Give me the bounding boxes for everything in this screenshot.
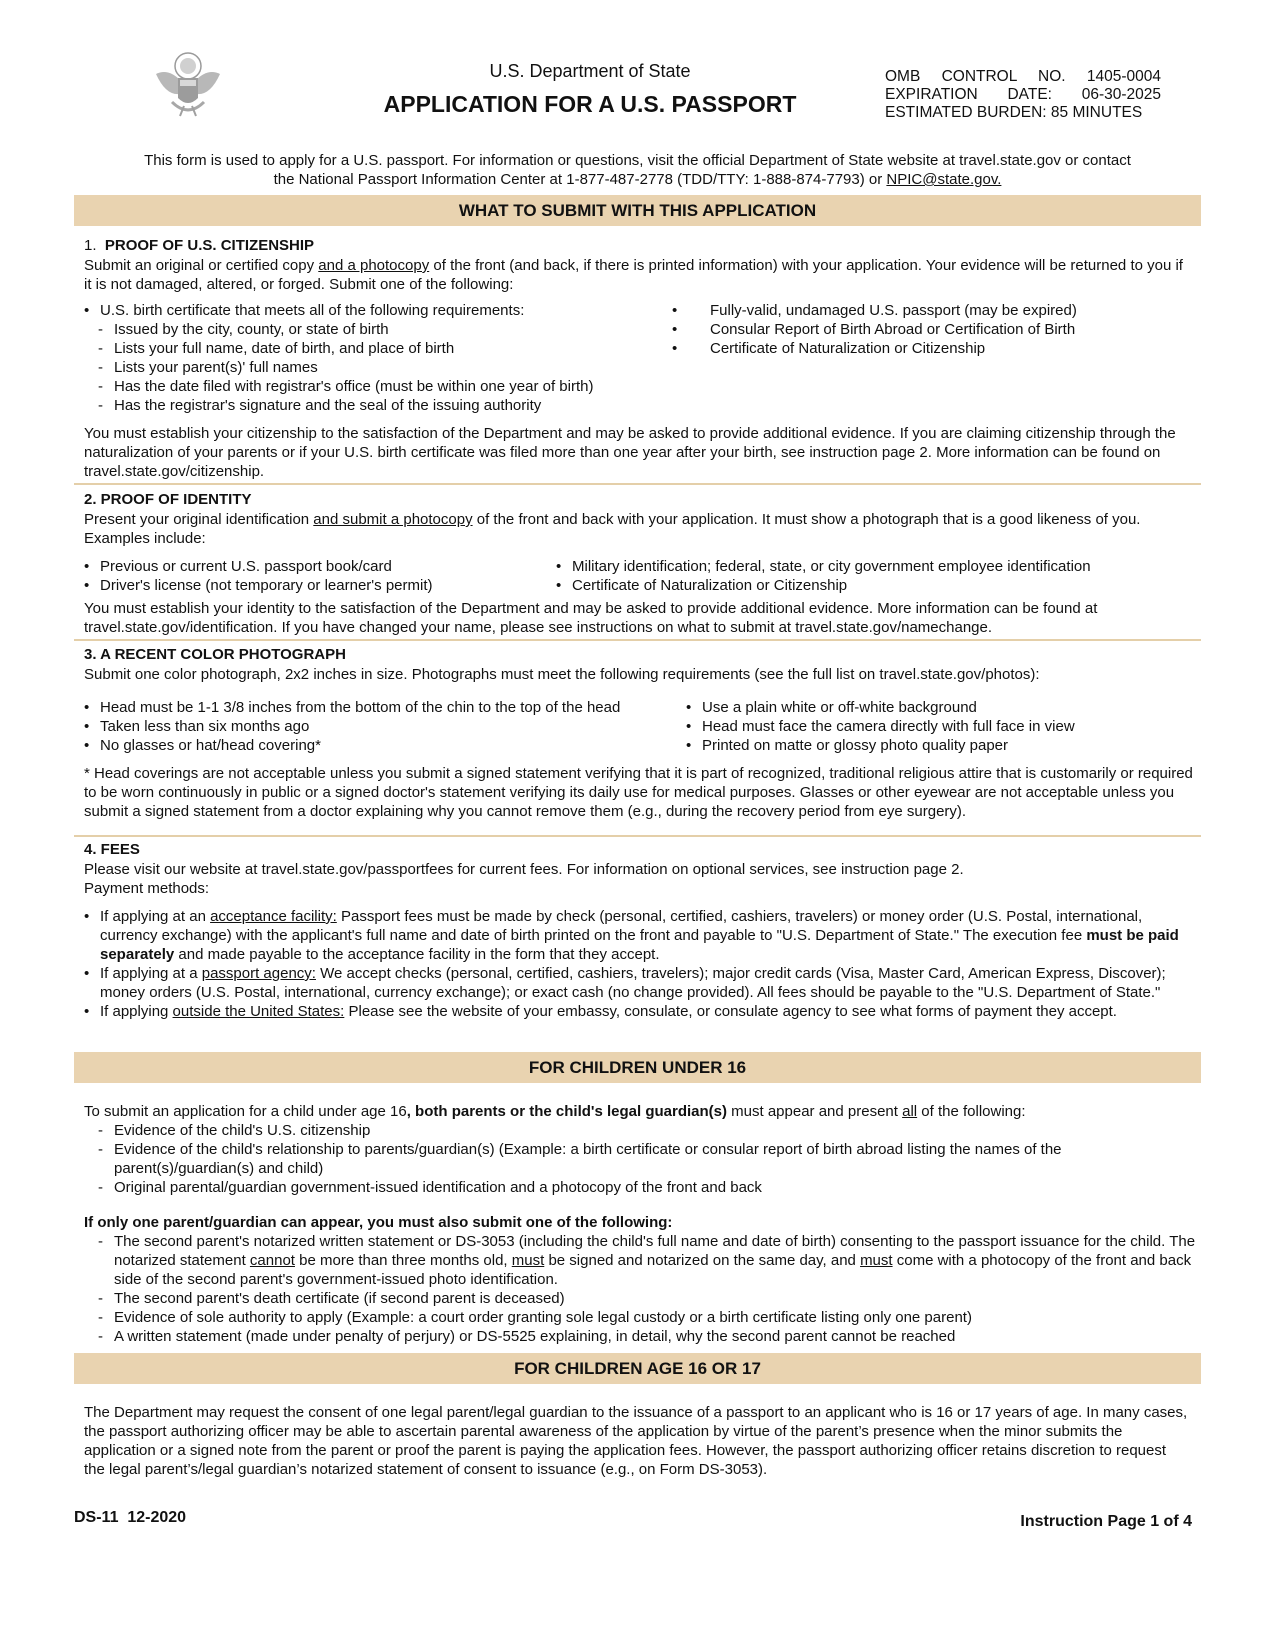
section-band-what-to-submit: WHAT TO SUBMIT WITH THIS APPLICATION: [74, 195, 1201, 226]
page-number: Instruction Page 1 of 4: [1020, 1513, 1192, 1530]
intro-text: [80, 151, 1195, 189]
one-parent-underlined: must: [511, 1252, 545, 1269]
section-2-right-list: [556, 557, 1196, 595]
identity-doc-item: • Certificate of Naturalization or Citizenship: [556, 576, 1196, 595]
outside-us-term: outside the United States:: [172, 1003, 345, 1020]
omb-expiration-date: EXPIRATION DATE: 06-30-2025: [885, 86, 1161, 103]
identity-doc-item: • Driver's license (not temporary or learner's permit): [84, 576, 554, 595]
one-parent-item: [98, 1232, 1199, 1289]
intro-line-2: [80, 170, 1195, 189]
one-parent-underlined: must: [860, 1252, 893, 1269]
payment-method-item: [84, 907, 1194, 964]
intro-line-2-text: the National Passport Information Center at 1-877-487-2778 (TDD/TTY: 1-888-874-7793) or: [273, 171, 887, 188]
identity-doc-item: • Military identification; federal, state, or city government employee identification: [556, 557, 1196, 576]
payment-methods-label: Payment methods:: [84, 880, 210, 897]
one-parent-text: The second parent's notarized written statement or DS-3053 (including the child's full name and date of birth) consenting to the passport issuance for the child. The notarized statement: [114, 1233, 1196, 1269]
one-parent-text: come with a photocopy of the front and back side of the second parent's government-issued photo identification.: [114, 1252, 1192, 1288]
section-2-p1-underlined: and submit a photocopy: [313, 511, 473, 528]
under-16-text: of the following:: [917, 1103, 1026, 1120]
photo-requirement-item: • Taken less than six months ago: [84, 717, 684, 736]
omb-estimated-burden: ESTIMATED BURDEN: 85 MINUTES: [885, 104, 1143, 121]
section-1-p1-underlined: and a photocopy: [318, 257, 430, 274]
photo-requirement-item: • No glasses or hat/head covering*: [84, 736, 684, 755]
payment-text: If applying at an: [100, 908, 211, 925]
section-4-title: 4. FEES: [84, 841, 140, 858]
payment-method-item: [84, 1002, 1194, 1021]
passport-agency-term: passport agency:: [201, 965, 316, 982]
section-band-children-under-16: FOR CHILDREN UNDER 16: [74, 1052, 1201, 1083]
birth-cert-req-item: - Lists your full name, date of birth, and place of birth: [98, 339, 704, 358]
section-2-paragraph: [84, 510, 1189, 548]
section-3-title: 3. A RECENT COLOR PHOTOGRAPH: [84, 646, 346, 663]
payment-methods-list: [84, 907, 1194, 1021]
under-16-text: To submit an application for a child under age 16: [84, 1103, 407, 1120]
section-3-left-list: [84, 698, 684, 755]
birth-cert-req-item: - Has the registrar's signature and the seal of the issuing authority: [98, 396, 704, 415]
one-parent-text: be more than three months old,: [294, 1252, 512, 1269]
separator: [74, 483, 1201, 485]
under-16-item: - Evidence of the child's relationship to parents/guardian(s) (Example: a birth certificate or consular report of birth abroad listing the names of the parent(s)/guardian(s) and child): [98, 1140, 1199, 1178]
citizenship-evidence-item: • Certificate of Naturalization or Citizenship: [672, 339, 1192, 358]
one-parent-item: - Evidence of sole authority to apply (Example: a court order granting sole legal custody or a birth certificate listing only one parent): [98, 1308, 1199, 1327]
photo-requirement-item: • Head must face the camera directly with full face in view: [686, 717, 1196, 736]
under-16-emphasis: , both parents or the child's legal guardian(s): [406, 1103, 727, 1120]
section-1-left-list: [84, 301, 704, 415]
section-2-p1-b: of the front and back with your application. It must show a photograph that is a good likeness of you. Examples include:: [84, 511, 1141, 547]
fees-paragraph: Please visit our website at travel.state.gov/passportfees for current fees. For information on optional services, see instruction page 2.: [84, 861, 964, 878]
payment-emphasis: must be paid separately: [100, 927, 1179, 963]
intro-line-1: This form is used to apply for a U.S. passport. For information or questions, visit the official Department of State website at travel.state.gov or contact: [144, 152, 1131, 169]
birth-certificate-bullet: • U.S. birth certificate that meets all of the following requirements:: [84, 301, 704, 320]
payment-text: Please see the website of your embassy, consulate, or consulate agency to see what forms of payment they accept.: [344, 1003, 1117, 1020]
section-3-paragraph: Submit one color photograph, 2x2 inches in size. Photographs must meet the following requirements (see the full list on travel.state.gov/photos):: [84, 666, 1040, 683]
payment-text: and made payable to the acceptance facility in the form that they accept.: [174, 946, 660, 963]
section-1-number: 1.: [84, 237, 97, 254]
section-2-left-list: [84, 557, 554, 595]
photo-requirement-item: • Use a plain white or off-white background: [686, 698, 1196, 717]
age-16-17-paragraph: The Department may request the consent of one legal parent/legal guardian to the issuance of a passport to an applicant who is 16 or 17 years of age. In many cases, the passport authorizing officer may be able to ascertain parental awareness of the application by virtue of the parent’s presence when the minor submits the application or a signed note from the parent or proof the parent is paying the application fees. However, the passport authorizing officer retains discretion to request the legal parent’s/legal guardian’s notarized statement of consent to issuance (e.g., on Form DS-3053).: [84, 1404, 1188, 1478]
omb-control-number: OMB CONTROL NO. 1405-0004: [885, 68, 1161, 85]
separator: [74, 639, 1201, 641]
department-name: U.S. Department of State: [489, 61, 691, 81]
one-parent-item: - A written statement (made under penalty of perjury) or DS-5525 explaining, in detail, why the second parent cannot be reached: [98, 1327, 1199, 1346]
photo-requirement-item: • Printed on matte or glossy photo quality paper: [686, 736, 1196, 755]
state-department-seal-icon: [150, 46, 226, 122]
one-parent-underlined: cannot: [249, 1252, 295, 1269]
head-covering-note: * Head coverings are not acceptable unless you submit a signed statement verifying that it is part of recognized, traditional religious attire that is customarily or required to be worn continuously in public or a signed doctor's statement verifying its daily use for medical purposes. Glasses or other eyewear are not acceptable unless you submit a signed statement from a doctor explaining why you cannot remove them (e.g., during the recovery period from eye surgery).: [84, 765, 1193, 820]
payment-text: If applying: [100, 1003, 173, 1020]
one-parent-item: - The second parent's death certificate (if second parent is deceased): [98, 1289, 1199, 1308]
under-16-underlined: all: [902, 1103, 918, 1120]
section-2-title: 2. PROOF OF IDENTITY: [84, 491, 252, 508]
payment-method-item: [84, 964, 1194, 1002]
under-16-list: [84, 1121, 1199, 1197]
form-identifier: DS-11 12-2020: [74, 1509, 187, 1526]
citizenship-evidence-item: • Consular Report of Birth Abroad or Certification of Birth: [672, 320, 1192, 339]
under-16-intro: [84, 1102, 1199, 1121]
section-1-right-list: [672, 301, 1192, 358]
section-1-p1-a: Submit an original or certified copy: [84, 257, 319, 274]
section-2-closing-paragraph: You must establish your identity to the satisfaction of the Department and may be asked to provide additional evidence. More information can be found at travel.state.gov/identification. If you have changed your name, please see instructions on what to submit at travel.state.gov/namechange.: [84, 600, 1098, 636]
under-16-item: - Original parental/guardian government-issued identification and a photocopy of the front and back: [98, 1178, 1199, 1197]
under-16-text: must appear and present: [727, 1103, 903, 1120]
payment-text: Passport fees must be made by check (personal, certified, cashiers, travelers) or money order (U.S. Postal, international, currency exchange) with the applicant's full name and date of birth printed on the front and payable to "U.S. Department of State." The execution fee: [100, 908, 1143, 944]
acceptance-facility-term: acceptance facility:: [210, 908, 337, 925]
section-1-paragraph: [84, 256, 1189, 294]
form-title: APPLICATION FOR A U.S. PASSPORT: [383, 91, 797, 117]
section-1-p1-b: of the front (and back, if there is printed information) with your application. Your evidence will be returned to you if it is not damaged, altered, or forged. Submit one of the following:: [84, 257, 1183, 293]
photo-requirement-item: • Head must be 1-1 3/8 inches from the bottom of the chin to the top of the head: [84, 698, 684, 717]
one-parent-text: be signed and notarized on the same day, and: [544, 1252, 861, 1269]
identity-doc-item: • Previous or current U.S. passport book/card: [84, 557, 554, 576]
omb-block: [885, 68, 1161, 122]
section-1-title: PROOF OF U.S. CITIZENSHIP: [104, 237, 315, 254]
section-3-right-list: [686, 698, 1196, 755]
npic-email-link[interactable]: NPIC@state.gov.: [886, 171, 1002, 188]
under-16-item: - Evidence of the child's U.S. citizenship: [98, 1121, 1199, 1140]
payment-text: We accept checks (personal, certified, cashiers, travelers); major credit cards (Visa, Master Card, American Express, Discover); money orders (U.S. Postal, international, currency exchange); or exact cash (no change provided). All fees should be payable to the "U.S. Department of State.": [100, 965, 1166, 1001]
section-band-children-16-17: FOR CHILDREN AGE 16 OR 17: [74, 1353, 1201, 1384]
section-1-heading: [84, 236, 314, 255]
section-1-closing-paragraph: You must establish your citizenship to the satisfaction of the Department and may be asked to provide additional evidence. If you are claiming citizenship through the naturalization of your parents or if your U.S. birth certificate was filed more than one year after your birth, see instruction page 2. More information can be found on travel.state.gov/citizenship.: [84, 425, 1176, 480]
one-parent-list: [84, 1232, 1199, 1346]
section-2-p1-a: Present your original identification: [84, 511, 314, 528]
birth-cert-req-item: - Lists your parent(s)' full names: [98, 358, 704, 377]
one-parent-heading: If only one parent/guardian can appear, you must also submit one of the following:: [84, 1214, 673, 1231]
birth-cert-req-item: - Has the date filed with registrar's office (must be within one year of birth): [98, 377, 704, 396]
birth-cert-req-item: - Issued by the city, county, or state of birth: [98, 320, 704, 339]
separator: [74, 835, 1201, 837]
citizenship-evidence-item: • Fully-valid, undamaged U.S. passport (may be expired): [672, 301, 1192, 320]
payment-text: If applying at a: [100, 965, 202, 982]
